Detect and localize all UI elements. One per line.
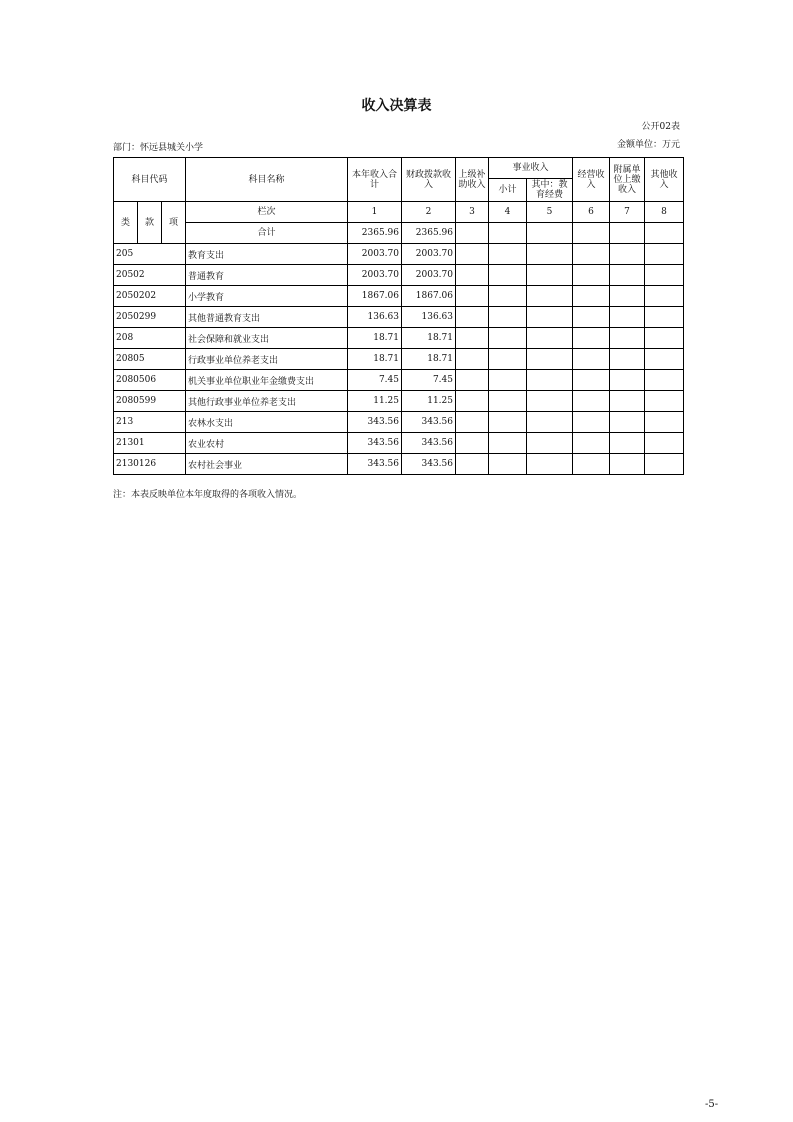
empty-cell	[610, 370, 645, 391]
table-row	[114, 391, 684, 412]
fiscal-income-value: 343.56	[402, 412, 456, 433]
empty-cell	[645, 286, 684, 307]
empty-cell	[456, 349, 489, 370]
header-lei: 类	[114, 202, 138, 244]
empty-cell	[456, 307, 489, 328]
empty-cell	[489, 265, 527, 286]
fiscal-income-value: 11.25	[402, 391, 456, 412]
empty-cell	[610, 412, 645, 433]
empty-cell	[645, 223, 684, 244]
empty-cell	[573, 265, 610, 286]
header-subject-code: 科目代码	[114, 158, 186, 202]
header-lanci: 栏次	[186, 202, 348, 223]
empty-cell	[527, 328, 573, 349]
empty-cell	[573, 454, 610, 475]
empty-cell	[527, 265, 573, 286]
empty-cell	[645, 454, 684, 475]
empty-cell	[456, 412, 489, 433]
amount-unit-label: 金额单位：万元	[616, 140, 680, 150]
fiscal-income-value: 7.45	[402, 370, 456, 391]
total-income-value: 11.25	[348, 391, 402, 412]
subject-name: 普通教育	[186, 265, 348, 286]
subject-name: 小学教育	[186, 286, 348, 307]
subject-code: 2130126	[114, 454, 186, 475]
total-income-value: 2003.70	[348, 244, 402, 265]
empty-cell	[456, 223, 489, 244]
subject-code: 2050202	[114, 286, 186, 307]
empty-cell	[489, 370, 527, 391]
empty-cell	[527, 454, 573, 475]
subject-code: 2050299	[114, 307, 186, 328]
empty-cell	[645, 370, 684, 391]
header-education-funds: 其中：教育经费	[527, 179, 573, 202]
fiscal-income-value: 343.56	[402, 454, 456, 475]
column-number: 5	[527, 202, 573, 223]
empty-cell	[610, 223, 645, 244]
empty-cell	[573, 307, 610, 328]
subject-name: 其他行政事业单位养老支出	[186, 391, 348, 412]
empty-cell	[456, 391, 489, 412]
fiscal-income-value: 18.71	[402, 328, 456, 349]
header-kuan: 款	[138, 202, 162, 244]
empty-cell	[610, 244, 645, 265]
subject-name: 农村社会事业	[186, 454, 348, 475]
column-number: 8	[645, 202, 684, 223]
subject-code: 2080599	[114, 391, 186, 412]
table-row	[114, 307, 684, 328]
table-row	[114, 370, 684, 391]
empty-cell	[573, 286, 610, 307]
empty-cell	[573, 349, 610, 370]
total-income-value: 1867.06	[348, 286, 402, 307]
subject-name: 机关事业单位职业年金缴费支出	[186, 370, 348, 391]
subject-name: 其他普通教育支出	[186, 307, 348, 328]
total-income-value: 2365.96	[348, 223, 402, 244]
empty-cell	[645, 328, 684, 349]
empty-cell	[527, 223, 573, 244]
fiscal-income-value: 343.56	[402, 433, 456, 454]
empty-cell	[489, 349, 527, 370]
column-number-row	[114, 202, 684, 223]
subject-code: 2080506	[114, 370, 186, 391]
empty-cell	[573, 370, 610, 391]
table-row	[114, 328, 684, 349]
subject-code: 205	[114, 244, 186, 265]
subject-code: 213	[114, 412, 186, 433]
empty-cell	[645, 433, 684, 454]
page-title: 收入决算表	[361, 98, 432, 114]
empty-cell	[573, 391, 610, 412]
empty-cell	[573, 244, 610, 265]
empty-cell	[573, 433, 610, 454]
fiscal-income-value: 2003.70	[402, 265, 456, 286]
header-affiliated-income: 附属单位上缴收入	[610, 158, 645, 202]
header-superior-subsidy: 上级补助收入	[456, 158, 489, 202]
empty-cell	[573, 412, 610, 433]
empty-cell	[527, 412, 573, 433]
empty-cell	[610, 433, 645, 454]
total-income-value: 343.56	[348, 454, 402, 475]
page-number: -5-	[705, 1099, 719, 1110]
empty-cell	[645, 412, 684, 433]
table-row	[114, 349, 684, 370]
empty-cell	[456, 328, 489, 349]
empty-cell	[610, 349, 645, 370]
empty-cell	[610, 391, 645, 412]
column-number: 4	[489, 202, 527, 223]
empty-cell	[489, 307, 527, 328]
total-income-value: 7.45	[348, 370, 402, 391]
header-subject-name: 科目名称	[186, 158, 348, 202]
subject-code: 21301	[114, 433, 186, 454]
header-row-1	[114, 158, 684, 179]
total-income-value: 343.56	[348, 412, 402, 433]
empty-cell	[573, 328, 610, 349]
empty-cell	[645, 349, 684, 370]
header-business-income: 事业收入	[489, 158, 573, 179]
subject-code: 20805	[114, 349, 186, 370]
total-income-value: 343.56	[348, 433, 402, 454]
header-fiscal-income: 财政拨款收入	[402, 158, 456, 202]
empty-cell	[456, 286, 489, 307]
empty-cell	[527, 307, 573, 328]
column-number: 7	[610, 202, 645, 223]
empty-cell	[645, 265, 684, 286]
empty-cell	[527, 370, 573, 391]
empty-cell	[610, 286, 645, 307]
fiscal-income-value: 18.71	[402, 349, 456, 370]
department-label: 部门：怀远县城关小学	[113, 143, 204, 153]
total-income-value: 18.71	[348, 349, 402, 370]
total-fiscal-value: 2365.96	[402, 223, 456, 244]
total-income-value: 136.63	[348, 307, 402, 328]
subject-name: 农林水支出	[186, 412, 348, 433]
header-other-income: 其他收入	[645, 158, 684, 202]
empty-cell	[489, 412, 527, 433]
empty-cell	[610, 454, 645, 475]
empty-cell	[489, 433, 527, 454]
table-row	[114, 286, 684, 307]
empty-cell	[610, 307, 645, 328]
column-number: 3	[456, 202, 489, 223]
empty-cell	[489, 328, 527, 349]
table-row	[114, 412, 684, 433]
fiscal-income-value: 136.63	[402, 307, 456, 328]
column-number: 6	[573, 202, 610, 223]
empty-cell	[645, 391, 684, 412]
header-operating-income: 经营收入	[573, 158, 610, 202]
table-row	[114, 265, 684, 286]
empty-cell	[456, 433, 489, 454]
total-label: 合计	[186, 223, 348, 244]
header-xiang: 项	[162, 202, 186, 244]
empty-cell	[527, 349, 573, 370]
fiscal-income-value: 2003.70	[402, 244, 456, 265]
total-row	[114, 223, 684, 244]
empty-cell	[489, 223, 527, 244]
empty-cell	[489, 454, 527, 475]
table-row	[114, 454, 684, 475]
empty-cell	[527, 286, 573, 307]
empty-cell	[610, 328, 645, 349]
empty-cell	[456, 454, 489, 475]
table-row	[114, 433, 684, 454]
subject-name: 农业农村	[186, 433, 348, 454]
column-number: 2	[402, 202, 456, 223]
empty-cell	[645, 307, 684, 328]
header-subtotal: 小计	[489, 179, 527, 202]
column-number: 1	[348, 202, 402, 223]
empty-cell	[489, 286, 527, 307]
empty-cell	[456, 370, 489, 391]
subject-code: 208	[114, 328, 186, 349]
total-income-value: 2003.70	[348, 265, 402, 286]
subject-name: 行政事业单位养老支出	[186, 349, 348, 370]
header-total-income: 本年收入合计	[348, 158, 402, 202]
empty-cell	[645, 244, 684, 265]
empty-cell	[527, 433, 573, 454]
empty-cell	[489, 244, 527, 265]
empty-cell	[456, 244, 489, 265]
total-income-value: 18.71	[348, 328, 402, 349]
subject-name: 教育支出	[186, 244, 348, 265]
subject-code: 20502	[114, 265, 186, 286]
income-final-accounts-table	[113, 157, 684, 475]
fiscal-income-value: 1867.06	[402, 286, 456, 307]
subject-name: 社会保障和就业支出	[186, 328, 348, 349]
footnote: 注：本表反映单位本年度取得的各项收入情况。	[113, 490, 303, 500]
empty-cell	[527, 244, 573, 265]
empty-cell	[610, 265, 645, 286]
empty-cell	[527, 391, 573, 412]
empty-cell	[456, 265, 489, 286]
empty-cell	[573, 223, 610, 244]
table-row	[114, 244, 684, 265]
empty-cell	[489, 391, 527, 412]
form-number: 公开02表	[641, 122, 680, 132]
